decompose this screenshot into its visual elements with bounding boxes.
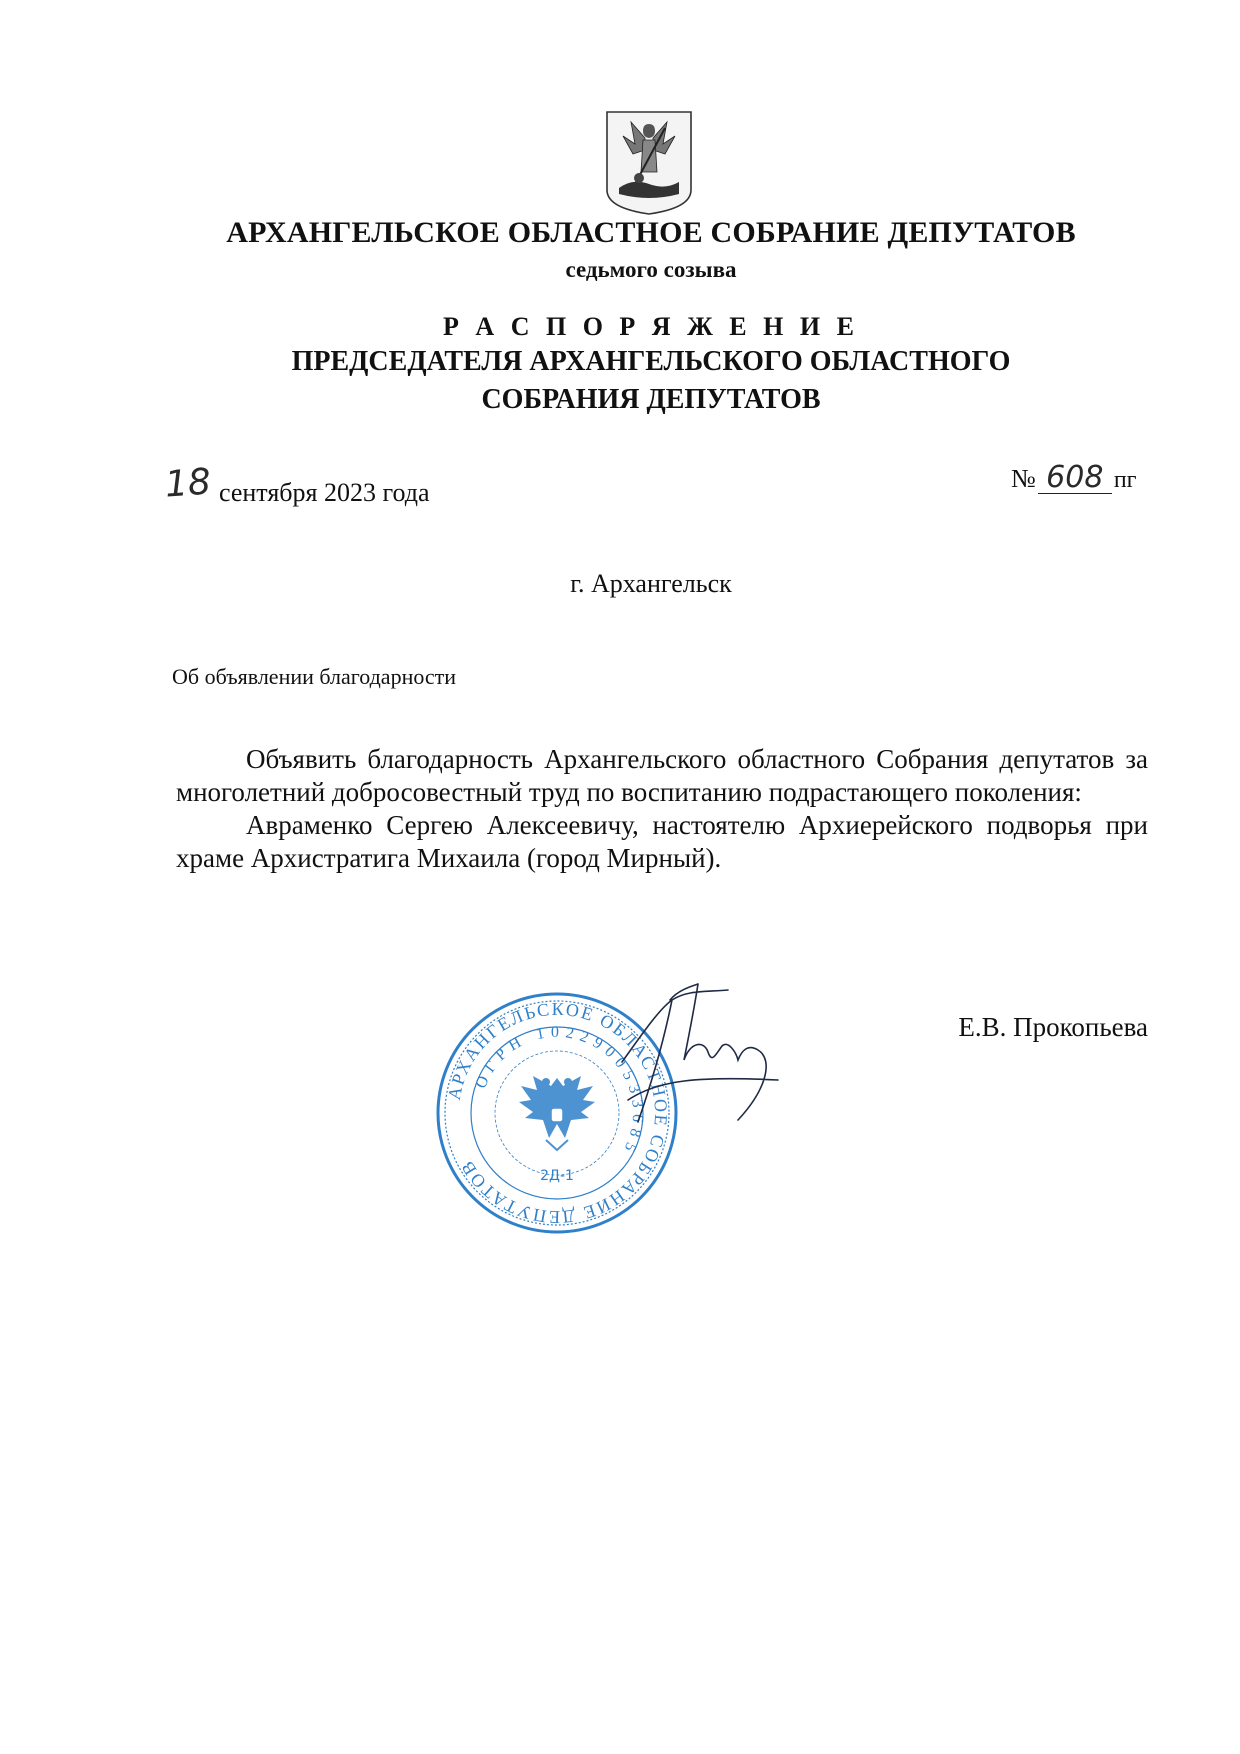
archangel-coat-of-arms-icon: [605, 110, 693, 216]
seal-inner-text: ОГРН 1022900533685: [472, 1023, 647, 1160]
number-prefix: №: [1011, 464, 1036, 493]
handwritten-number: 608: [1038, 463, 1112, 494]
document-issuer-title: [0, 343, 1240, 419]
convocation-label: седьмого созыва: [565, 257, 737, 282]
seal-outer-text: АРХАНГЕЛЬСКОЕ ОБЛАСТНОЕ СОБРАНИЕ ДЕПУТАТОВ: [443, 998, 672, 1228]
handwritten-day: 18: [163, 461, 213, 506]
document-number: [1011, 460, 1137, 495]
city-label: г. Архангельск: [570, 569, 732, 598]
document-type-title: Р А С П О Р Я Ж Е Н И Е: [443, 312, 859, 341]
number-suffix: пг: [1113, 467, 1137, 493]
document-subject: Об объявлении благодарности: [172, 664, 457, 689]
issuer-line-1: ПРЕДСЕДАТЕЛЯ АРХАНГЕЛЬСКОГО ОБЛАСТНОГО: [291, 346, 1011, 377]
seal-code: 2Д-1: [540, 1168, 574, 1184]
body-paragraph-1: Объявить благодарность Архангельского областного Собрания депутатов за многолетний добросовестный труд по воспитанию подрастающего поколения:: [176, 744, 1148, 807]
issuer-line-2: СОБРАНИЯ ДЕПУТАТОВ: [481, 384, 821, 415]
body-paragraph-2: Авраменко Сергею Алексеевичу, настоятелю Архиерейского подворья при храме Архистратига Михаила (город Мирный).: [176, 810, 1148, 873]
document-date: сентября 2023 года: [219, 478, 430, 507]
signer-name: Е.В. Прокопьева: [958, 1012, 1148, 1042]
handwritten-signature-icon: [618, 980, 788, 1130]
organization-title: АРХАНГЕЛЬСКОЕ ОБЛАСТНОЕ СОБРАНИЕ ДЕПУТАТОВ: [226, 216, 1076, 249]
document-body: [176, 743, 1148, 875]
